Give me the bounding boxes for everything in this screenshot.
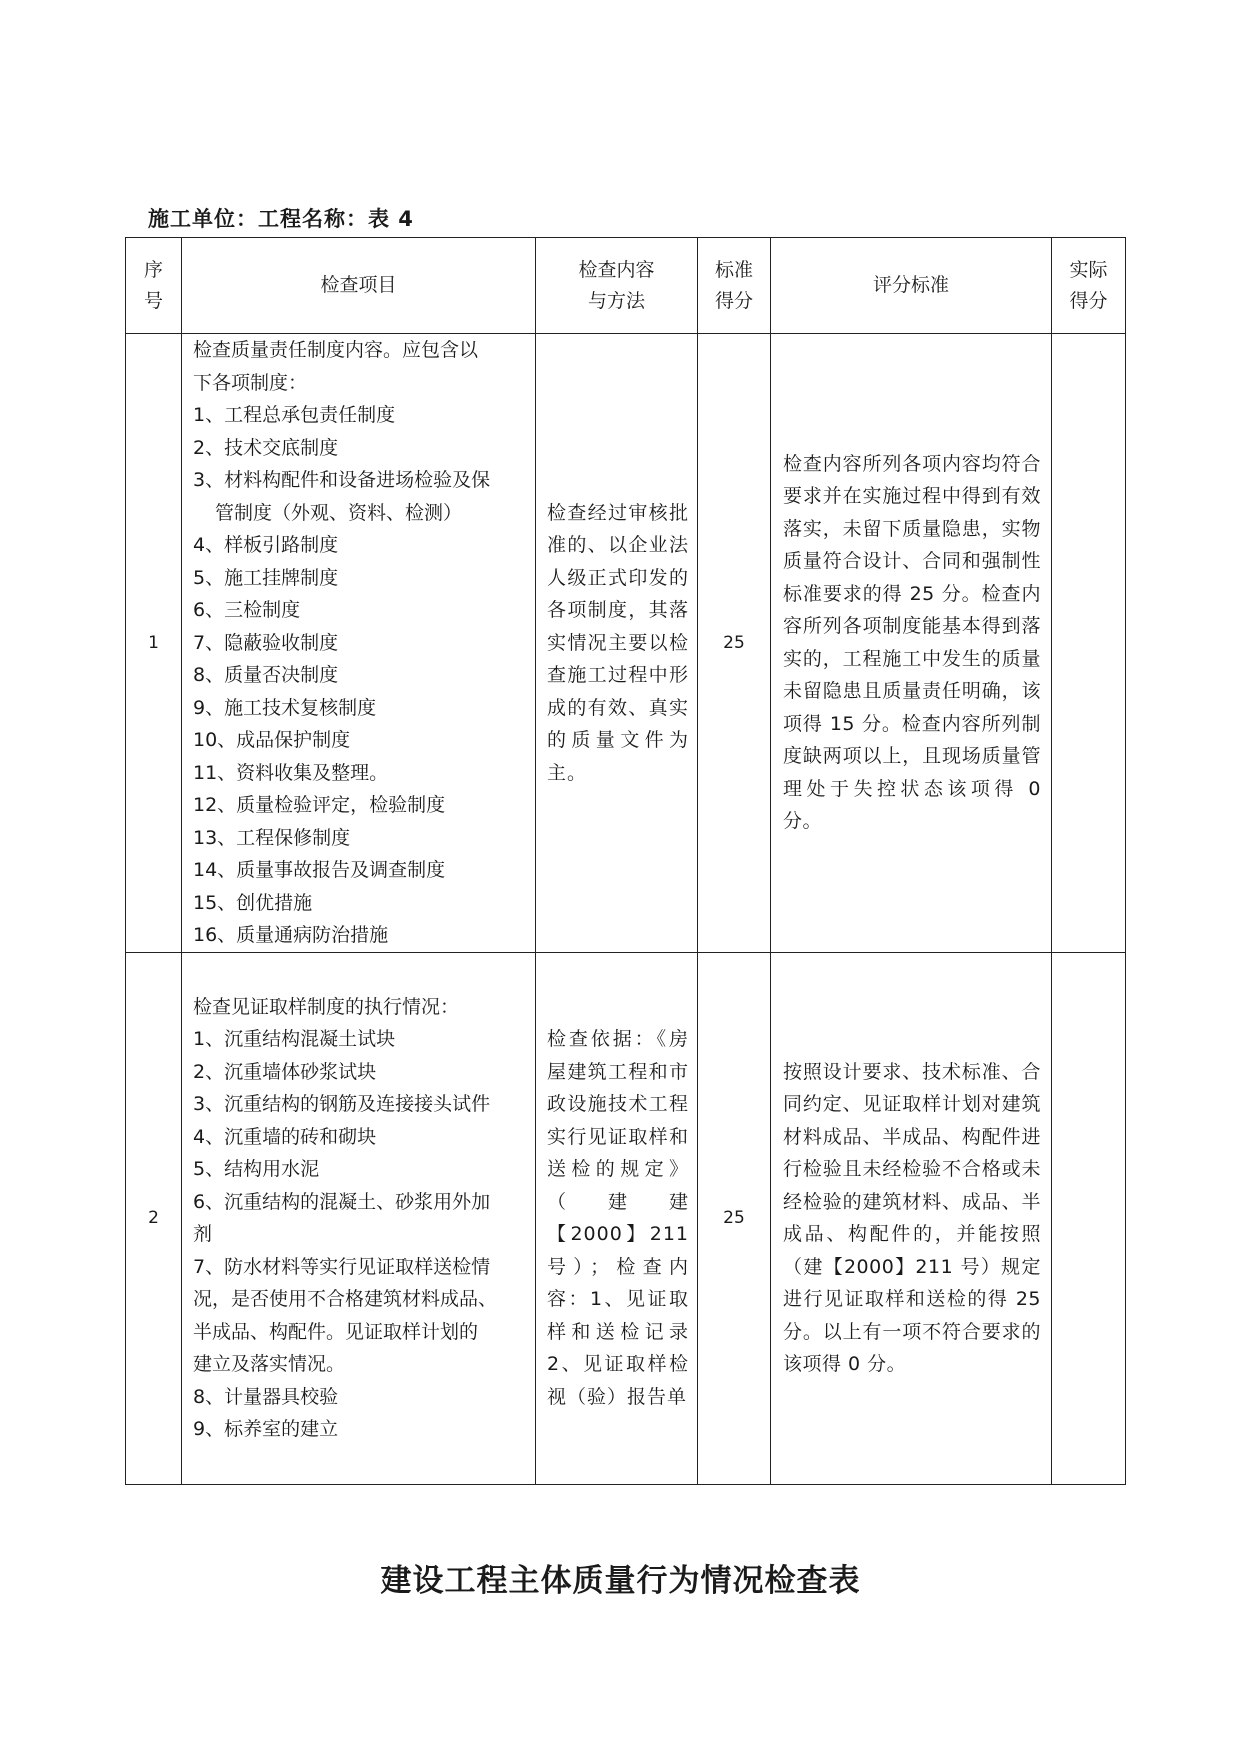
list-item: 6、沉重结构的混凝土、砂浆用外加 <box>193 1190 491 1213</box>
list-item: 9、标养室的建立 <box>193 1418 339 1440</box>
list-item: 4、沉重墙的砖和砌块 <box>193 1125 377 1148</box>
col-header-method: 检查内容 与方法 <box>536 238 698 334</box>
col-header-actual-score: 实际 得分 <box>1052 238 1126 334</box>
list-item: 11、资料收集及整理。 <box>193 761 389 784</box>
list-item: 2、技术交底制度 <box>193 436 339 459</box>
row-seq: 1 <box>126 334 182 953</box>
table-row <box>126 952 1126 1484</box>
list-item: 1、沉重结构混凝土试块 <box>193 1028 396 1050</box>
list-item: 7、防水材料等实行见证取样送检情 <box>193 1255 491 1278</box>
document-title: 建设工程主体质量行为情况检查表 <box>380 1563 861 1599</box>
list-item: 剂 <box>193 1223 213 1245</box>
list-item: 检查见证取样制度的执行情况： <box>193 995 460 1018</box>
col-header-item: 检查项目 <box>182 238 536 334</box>
list-item: 9、施工技术复核制度 <box>193 696 377 719</box>
list-item: 3、沉重结构的钢筋及连接接头试件 <box>193 1093 491 1115</box>
list-item: 3、材料构配件和设备进场检验及保 <box>193 469 491 491</box>
list-item: 况，是否使用不合格建筑材料成品、 <box>193 1288 498 1310</box>
row-actual-score <box>1052 952 1126 1484</box>
list-item: 7、隐蔽验收制度 <box>193 631 339 654</box>
list-item: 5、结构用水泥 <box>193 1158 320 1180</box>
list-item: 5、施工挂牌制度 <box>193 566 339 589</box>
list-item: 6、三检制度 <box>193 599 301 621</box>
list-item: 检查质量责任制度内容。应包含以 <box>193 339 479 361</box>
row-seq: 2 <box>126 952 182 1484</box>
list-item: 15、创优措施 <box>193 891 313 914</box>
row-actual-score <box>1052 334 1126 953</box>
list-item: 12、质量检验评定，检验制度 <box>193 794 446 816</box>
row-items <box>182 334 536 953</box>
list-item: 管制度（外观、资料、检测） <box>215 501 463 524</box>
row-standard-score: 25 <box>698 952 771 1484</box>
list-item: 10、成品保护制度 <box>193 729 351 751</box>
inspection-table <box>125 237 1126 1485</box>
list-item: 2、沉重墙体砂浆试块 <box>193 1060 377 1083</box>
list-item: 14、质量事故报告及调查制度 <box>193 859 446 881</box>
list-item: 13、工程保修制度 <box>193 826 351 849</box>
row-standard-score: 25 <box>698 334 771 953</box>
col-header-criteria: 评分标准 <box>771 238 1052 334</box>
list-item: 半成品、构配件。见证取样计划的 <box>193 1320 479 1343</box>
col-header-seq: 序 号 <box>126 238 182 334</box>
list-item: 下各项制度： <box>193 371 308 394</box>
table-header-line: 施工单位：工程名称：表 4 <box>148 207 414 231</box>
table-row <box>126 334 1126 953</box>
list-item: 8、计量器具校验 <box>193 1385 339 1408</box>
list-item: 建立及落实情况。 <box>193 1353 346 1375</box>
row-method: 检查经过审核批准的、以企业法人级正式印发的各项制度，其落实情况主要以检查施工过程中形成的有效、真实的质量文件为主。 <box>536 334 698 953</box>
row-items <box>182 952 536 1484</box>
table-header-row <box>126 238 1126 334</box>
row-criteria: 按照设计要求、技术标准、合同约定、见证取样计划对建筑材料成品、半成品、构配件进行检验且未经检验不合格或未经检验的建筑材料、成品、半成品、构配件的，并能按照（建【2000】211 号）规定进行见证取样和送检的得 25 分。以上有一项不符合要求的该项得 0 分。 <box>771 952 1052 1484</box>
list-item: 1、工程总承包责任制度 <box>193 404 396 426</box>
list-item: 4、样板引路制度 <box>193 534 339 556</box>
row-criteria: 检查内容所列各项内容均符合要求并在实施过程中得到有效落实，未留下质量隐患，实物质量符合设计、合同和强制性标准要求的得 25 分。检查内容所列各项制度能基本得到落实的，工程施工中发生的质量未留隐患且质量责任明确，该项得 15 分。检查内容所列制度缺两项以上，且现场质量管理处于失控状态该项得 0 分。 <box>771 334 1052 953</box>
list-item: 16、质量通病防治措施 <box>193 924 389 946</box>
list-item: 8、质量否决制度 <box>193 664 339 686</box>
col-header-standard-score: 标准 得分 <box>698 238 771 334</box>
row-method: 检查依据：《房屋建筑工程和市政设施技术工程实行见证取样和送检的规定》（建建【2000】211号）；检查内容：1、见证取样和送检记录 2、见证取样检视（验）报告单 <box>536 952 698 1484</box>
